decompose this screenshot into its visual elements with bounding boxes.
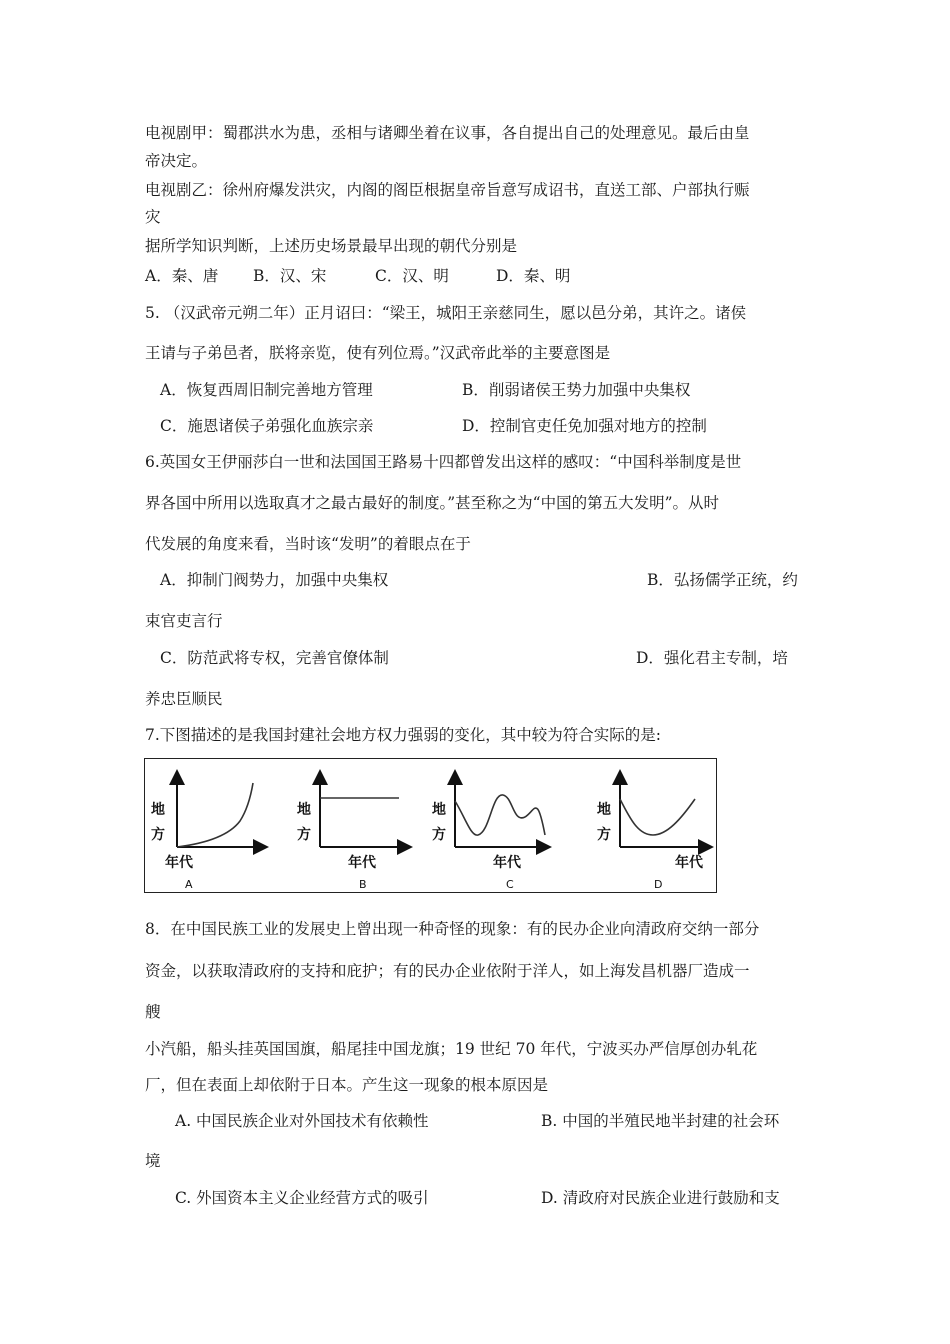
q8-line-3: 艘 [145, 1003, 161, 1021]
q8-line-2: 资金，以获取清政府的支持和庇护；有的民办企业依附于洋人，如上海发昌机器厂造成一 [145, 962, 750, 980]
panel-b-y-label-2: 方 [297, 827, 311, 843]
q6-line-1: 6.英国女王伊丽莎白一世和法国国王路易十四都曾发出这样的感叹：“中国科举制度是世 [145, 453, 742, 471]
q4-line-2: 帝决定。 [145, 152, 208, 170]
q7-figure [144, 758, 717, 893]
panel-c-x-label: 年代 [493, 855, 521, 871]
q5-option-c: C．施恩诸侯子弟强化血族宗亲 [160, 417, 374, 435]
graph-panel-d [597, 773, 710, 891]
q4-option-d: D．秦、明 [496, 267, 571, 285]
q5-option-a: A．恢复西周旧制完善地方管理 [160, 381, 373, 399]
q6-option-d: D．强化君主专制，培 [636, 649, 788, 667]
q6-option-c: C．防范武将专权，完善官僚体制 [160, 649, 389, 667]
panel-c-caption: C [506, 878, 514, 891]
panel-a-y-label-1: 地 [151, 802, 165, 818]
panel-c-curve [455, 795, 545, 835]
q6-line-2: 界各国中所用以选取真才之最古最好的制度。”甚至称之为“中国的第五大发明”。从时 [145, 494, 720, 512]
panel-a-x-label: 年代 [165, 855, 193, 871]
q6-option-a: A．抑制门阀势力，加强中央集权 [160, 571, 389, 589]
q8-option-a: A. 中国民族企业对外国技术有依赖性 [175, 1112, 429, 1130]
q4-option-a: A．秦、唐 [145, 267, 219, 285]
q5-line-2: 王请与子弟邑者，朕将亲览，使有列位焉。”汉武帝此举的主要意图是 [145, 344, 611, 362]
q4-line-3: 电视剧乙：徐州府爆发洪灾，内阁的阁臣根据皇帝旨意写成诏书，直送工部、户部执行赈 [145, 181, 750, 199]
q4-line-1: 电视剧甲：蜀郡洪水为患，丞相与诸卿坐着在议事，各自提出自己的处理意见。最后由皇 [145, 124, 750, 142]
q8-option-c: C. 外国资本主义企业经营方式的吸引 [175, 1189, 429, 1207]
q4-option-b: B．汉、宋 [253, 267, 327, 285]
panel-b-y-label-1: 地 [297, 802, 311, 818]
q8-line-4: 小汽船，船头挂英国国旗，船尾挂中国龙旗；19 世纪 70 年代，宁波买办严信厚创办轧花 [145, 1040, 758, 1058]
panel-d-caption: D [654, 878, 663, 891]
q4-question-stem: 据所学知识判断，上述历史场景最早出现的朝代分别是 [145, 237, 518, 255]
q8-line-1: 8．在中国民族工业的发展史上曾出现一种奇怪的现象：有的民办企业向清政府交纳一部分 [145, 920, 760, 938]
panel-a-caption: A [185, 878, 193, 891]
q6-option-d-continued: 养忠臣顺民 [145, 690, 223, 708]
panel-b-caption: B [359, 878, 367, 891]
graph-panel-c [432, 773, 548, 891]
q6-option-b: B．弘扬儒学正统，约 [647, 571, 798, 589]
q7-graphs-svg [145, 759, 716, 892]
q5-line-1: 5. （汉武帝元朔二年）正月诏曰：“梁王，城阳王亲慈同生，愿以邑分弟，其许之。诸侯 [145, 304, 747, 322]
q8-line-5: 厂，但在表面上却依附于日本。产生这一现象的根本原因是 [145, 1076, 549, 1094]
q5-option-d: D．控制官吏任免加强对地方的控制 [462, 417, 707, 435]
q8-option-b-continued: 境 [145, 1152, 161, 1170]
panel-d-x-label: 年代 [675, 855, 703, 871]
graph-panel-b [297, 773, 409, 891]
q4-option-c: C．汉、明 [375, 267, 449, 285]
graph-panel-a [151, 773, 265, 891]
q5-option-b: B．削弱诸侯王势力加强中央集权 [462, 381, 691, 399]
q7-stem: 7.下图描述的是我国封建社会地方权力强弱的变化，其中较为符合实际的是: [145, 726, 662, 744]
q6-line-3: 代发展的角度来看，当时该“发明”的着眼点在于 [145, 535, 471, 553]
panel-d-curve [620, 799, 695, 835]
panel-d-y-label-2: 方 [597, 827, 611, 843]
panel-c-y-label-1: 地 [432, 802, 446, 818]
panel-a-y-label-2: 方 [151, 827, 165, 843]
q8-option-b: B. 中国的半殖民地半封建的社会环 [541, 1112, 780, 1130]
panel-b-x-label: 年代 [348, 855, 376, 871]
panel-d-y-label-1: 地 [597, 802, 611, 818]
q6-option-b-continued: 束官吏言行 [145, 612, 223, 630]
panel-c-y-label-2: 方 [432, 827, 446, 843]
q8-option-d: D. 清政府对民族企业进行鼓励和支 [541, 1189, 780, 1207]
panel-a-curve [177, 783, 253, 847]
q4-line-4: 灾 [145, 208, 161, 226]
